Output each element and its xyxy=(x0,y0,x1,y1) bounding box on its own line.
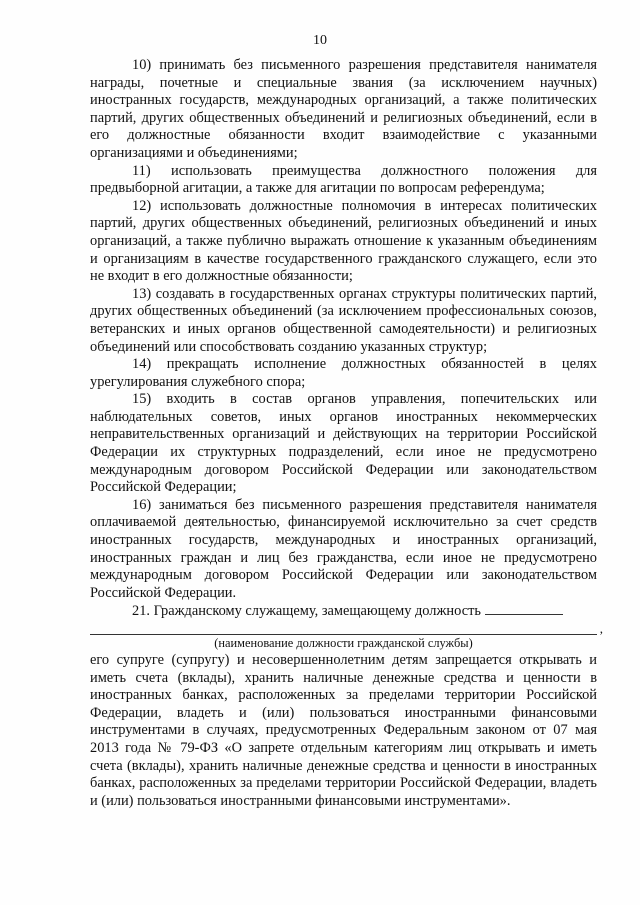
paragraph-12: 12) использовать должностные полномочия в интересах политических партий, других общественных объединений, религиозных объединений и иных организаций, а также публично выражать отношение к указанным объединениям и организациям в качестве государственного гражданского служащего, если это не входит в его должностные обязанности; xyxy=(90,197,597,285)
document-body xyxy=(90,57,603,810)
paragraph-10: 10) принимать без письменного разрешения представителя нанимателя награды, почетные и специальные звания (за исключением научных) иностранных государств, международных организаций, а также политических партий, других общественных объединений и религиозных объединений, если в его должностные обязанности входит взаимодействие с указанными организациями и объединениями; xyxy=(90,57,597,161)
clause-21-lead-text: 21. Гражданскому служащему, замещающему должность xyxy=(132,603,481,620)
position-blank-field xyxy=(485,602,563,615)
clause-21-body: его супруге (супругу) и несовершеннолетним детям запрещается открывать и иметь счета (вклады), хранить наличные денежные средства и ценности в иностранных банках, расположенных за пределами территории Российской Федерации, владеть и (или) пользоваться иностранными финансовыми инструментами в случаях, предусмотренных Федеральным законом от 07 мая 2013 года № 79-ФЗ «О запрете отдельным категориям лиц открывать и иметь счета (вклады), хранить наличные денежные средства и ценности в иностранных банках, расположенных за пределами территории Российской Федерации, владеть и (или) пользоваться иностранными финансовыми инструментами». xyxy=(90,652,597,809)
position-fill-line xyxy=(90,621,603,637)
page-number: 10 xyxy=(313,33,327,48)
paragraph-11: 11) использовать преимущества должностного положения для предвыборной агитации, а также для агитации по вопросам референдума; xyxy=(90,162,597,197)
fill-line-comma: , xyxy=(599,621,603,637)
position-caption: (наименование должности гражданской службы) xyxy=(214,636,473,650)
paragraph-14: 14) прекращать исполнение должностных обязанностей в целях урегулирования служебного спора; xyxy=(90,356,597,390)
paragraph-15: 15) входить в состав органов управления, попечительских или наблюдательных советов, иных органов иностранных некоммерческих неправительственных организаций и действующих на территории Российской Федерации их структурных подразделений, если иное не предусмотрено международным договором Российской Федерации или законодательством Российской Федерации; xyxy=(90,391,597,496)
paragraph-16: 16) заниматься без письменного разрешения представителя нанимателя оплачиваемой деятельностью, финансируемой исключительно за счет средств иностранных государств, международных и иностранных организаций, иностранных граждан и лиц без гражданства, если иное не предусмотрено международным договором Российской Федерации или законодательством Российской Федерации. xyxy=(90,496,597,601)
clause-21-lead xyxy=(90,602,597,621)
paragraph-13: 13) создавать в государственных органах структуры политических партий, других общественных объединений (за исключением профессиональных союзов, ветеранских и иных органов общественной самодеятельности) и религиозных объединений или способствовать созданию указанных структур; xyxy=(90,285,597,355)
